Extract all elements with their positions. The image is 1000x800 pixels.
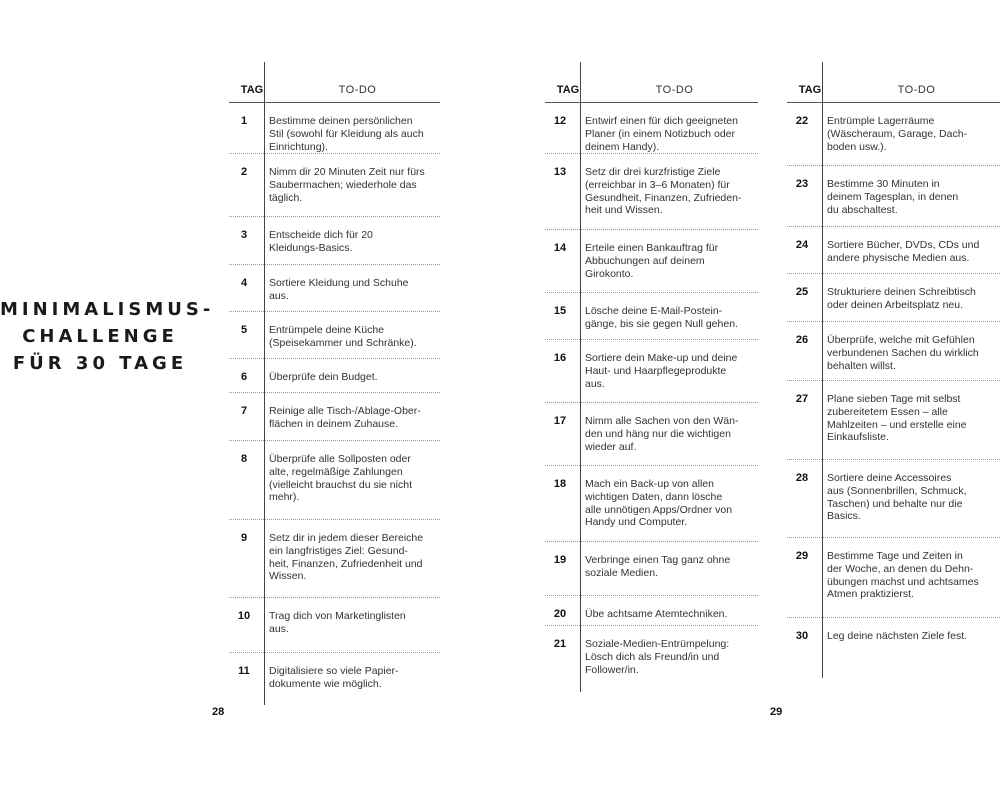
todo-table-days-1-11 bbox=[229, 80, 440, 699]
day-number: 12 bbox=[553, 115, 567, 127]
day-number: 8 bbox=[240, 453, 248, 465]
day-number: 10 bbox=[237, 610, 251, 622]
table-row bbox=[545, 154, 758, 230]
table-row bbox=[545, 293, 758, 340]
table-row bbox=[545, 626, 758, 686]
title-line-2: CHALLENGE bbox=[22, 326, 178, 347]
todo-text: Lösche deine E-Mail-Postein- gänge, bis sie gegen Null gehen. bbox=[585, 305, 738, 330]
day-number: 22 bbox=[795, 115, 809, 127]
day-number: 28 bbox=[795, 472, 809, 484]
todo-text: Bestimme 30 Minuten in deinem Tagesplan, in denen du abschaltest. bbox=[827, 178, 959, 216]
todo-text: Nimm dir 20 Minuten Zeit nur fürs Saubermachen; wiederhole das täglich. bbox=[269, 166, 425, 204]
day-number: 6 bbox=[240, 371, 248, 383]
day-number: 16 bbox=[553, 352, 567, 364]
day-number: 25 bbox=[795, 286, 809, 298]
day-number: 27 bbox=[795, 393, 809, 405]
header-todo: TO-DO bbox=[655, 84, 694, 96]
table-row bbox=[787, 227, 1000, 274]
table-row bbox=[229, 653, 440, 699]
day-number: 15 bbox=[553, 305, 567, 317]
todo-text: Trag dich von Marketinglisten aus. bbox=[269, 610, 406, 635]
table-row bbox=[229, 520, 440, 598]
table-row bbox=[545, 596, 758, 626]
todo-text: Setz dir in jedem dieser Bereiche ein langfristiges Ziel: Gesund- heit, Finanzen, Zufriedenheit und Wissen. bbox=[269, 532, 424, 583]
header-tag: TAG bbox=[556, 84, 580, 96]
table-row bbox=[229, 265, 440, 312]
todo-text: Entrümpele deine Küche (Speisekammer und Schränke). bbox=[269, 324, 417, 349]
day-number: 19 bbox=[553, 554, 567, 566]
table-row bbox=[787, 166, 1000, 227]
todo-text: Sortiere deine Accessoires aus (Sonnenbrillen, Schmuck, Taschen) und behalte nur die Basics. bbox=[827, 472, 967, 523]
table-header bbox=[787, 80, 1000, 103]
todo-table-days-22-30 bbox=[787, 80, 1000, 672]
header-tag: TAG bbox=[798, 84, 822, 96]
challenge-title bbox=[0, 296, 215, 377]
table-row bbox=[787, 103, 1000, 166]
table-row bbox=[545, 103, 758, 154]
table-row bbox=[787, 381, 1000, 460]
table-row bbox=[545, 230, 758, 293]
day-number: 13 bbox=[553, 166, 567, 178]
todo-text: Überprüfe dein Budget. bbox=[269, 371, 378, 383]
table-row bbox=[229, 103, 440, 154]
page-number-right: 29 bbox=[770, 706, 783, 718]
day-number: 3 bbox=[240, 229, 248, 241]
todo-text: Mach ein Back-up von allen wichtigen Daten, dann lösche alle unnötigen Apps/Ordner von Handy und Computer. bbox=[585, 478, 733, 529]
header-todo: TO-DO bbox=[897, 84, 936, 96]
todo-text: Bestimme Tage und Zeiten in der Woche, an denen du Dehn- übungen machst und achtsames Atmen praktizierst. bbox=[827, 550, 979, 601]
title-line-3: FÜR 30 TAGE bbox=[12, 353, 188, 374]
table-header bbox=[229, 80, 440, 103]
day-number: 7 bbox=[240, 405, 248, 417]
todo-text: Bestimme deinen persönlichen Stil (sowohl für Kleidung als auch Einrichtung). bbox=[269, 115, 424, 153]
day-number: 2 bbox=[240, 166, 248, 178]
table-row bbox=[229, 598, 440, 653]
table-row bbox=[787, 618, 1000, 672]
todo-text: Sortiere dein Make-up und deine Haut- und Haarpflegeprodukte aus. bbox=[585, 352, 738, 390]
table-row bbox=[787, 460, 1000, 538]
todo-text: Reinige alle Tisch-/Ablage-Ober- flächen in deinem Zuhause. bbox=[269, 405, 421, 430]
todo-text: Sortiere Kleidung und Schuhe aus. bbox=[269, 277, 409, 302]
table-row bbox=[787, 274, 1000, 322]
todo-text: Überprüfe, welche mit Gefühlen verbundenen Sachen du wirklich behalten willst. bbox=[827, 334, 979, 372]
day-number: 20 bbox=[553, 608, 567, 620]
day-number: 9 bbox=[240, 532, 248, 544]
day-number: 30 bbox=[795, 630, 809, 642]
day-number: 26 bbox=[795, 334, 809, 346]
todo-text: Nimm alle Sachen von den Wän- den und häng nur die wichtigen wieder auf. bbox=[585, 415, 739, 453]
table-row bbox=[229, 441, 440, 520]
todo-text: Verbringe einen Tag ganz ohne soziale Medien. bbox=[585, 554, 731, 579]
day-number: 4 bbox=[240, 277, 248, 289]
table-row bbox=[229, 217, 440, 265]
todo-table-days-12-21 bbox=[545, 80, 758, 686]
todo-text: Entwirf einen für dich geeigneten Planer (in einem Notizbuch oder deinem Handy). bbox=[585, 115, 738, 153]
title-line-1: MINIMALISMUS- bbox=[0, 299, 215, 320]
table-row bbox=[545, 542, 758, 596]
day-number: 23 bbox=[795, 178, 809, 190]
table-row bbox=[787, 538, 1000, 618]
table-row bbox=[545, 466, 758, 542]
todo-text: Entrümple Lagerräume (Wäscheraum, Garage, Dach- boden usw.). bbox=[827, 115, 968, 153]
todo-text: Erteile einen Bankauftrag für Abbuchungen auf deinem Girokonto. bbox=[585, 242, 719, 280]
todo-text: Soziale-Medien-Entrümpelung: Lösch dich als Freund/in und Follower/in. bbox=[585, 638, 730, 676]
todo-text: Leg deine nächsten Ziele fest. bbox=[827, 630, 968, 642]
table-header bbox=[545, 80, 758, 103]
day-number: 14 bbox=[553, 242, 567, 254]
day-number: 18 bbox=[553, 478, 567, 490]
header-todo: TO-DO bbox=[338, 84, 377, 96]
table-row bbox=[787, 322, 1000, 381]
day-number: 17 bbox=[553, 415, 567, 427]
day-number: 11 bbox=[238, 665, 250, 677]
table-row bbox=[229, 154, 440, 217]
header-tag: TAG bbox=[240, 84, 264, 96]
todo-text: Übe achtsame Atemtechniken. bbox=[585, 608, 728, 620]
page-number-left: 28 bbox=[212, 706, 225, 718]
todo-text: Entscheide dich für 20 Kleidungs-Basics. bbox=[269, 229, 373, 254]
table-row bbox=[545, 340, 758, 403]
day-number: 24 bbox=[795, 239, 809, 251]
day-number: 5 bbox=[240, 324, 248, 336]
todo-text: Strukturiere deinen Schreibtisch oder deinen Arbeitsplatz neu. bbox=[827, 286, 976, 311]
todo-text: Plane sieben Tage mit selbst zubereitetem Essen – alle Mahlzeiten – und erstelle eine Einkaufsliste. bbox=[827, 393, 967, 444]
table-row bbox=[545, 403, 758, 466]
table-row bbox=[229, 359, 440, 393]
table-row bbox=[229, 312, 440, 359]
todo-text: Setz dir drei kurzfristige Ziele (erreichbar in 3–6 Monaten) für Gesundheit, Finanzen, Zufrieden- heit und Wissen. bbox=[585, 166, 742, 217]
todo-text: Sortiere Bücher, DVDs, CDs und andere physische Medien aus. bbox=[827, 239, 980, 264]
todo-text: Digitalisiere so viele Papier- dokumente wie möglich. bbox=[269, 665, 399, 690]
table-row bbox=[229, 393, 440, 441]
day-number: 1 bbox=[240, 115, 248, 127]
day-number: 29 bbox=[795, 550, 809, 562]
todo-text: Überprüfe alle Sollposten oder alte, regelmäßige Zahlungen (vielleicht brauchst du sie nicht mehr). bbox=[269, 453, 412, 504]
day-number: 21 bbox=[553, 638, 567, 650]
